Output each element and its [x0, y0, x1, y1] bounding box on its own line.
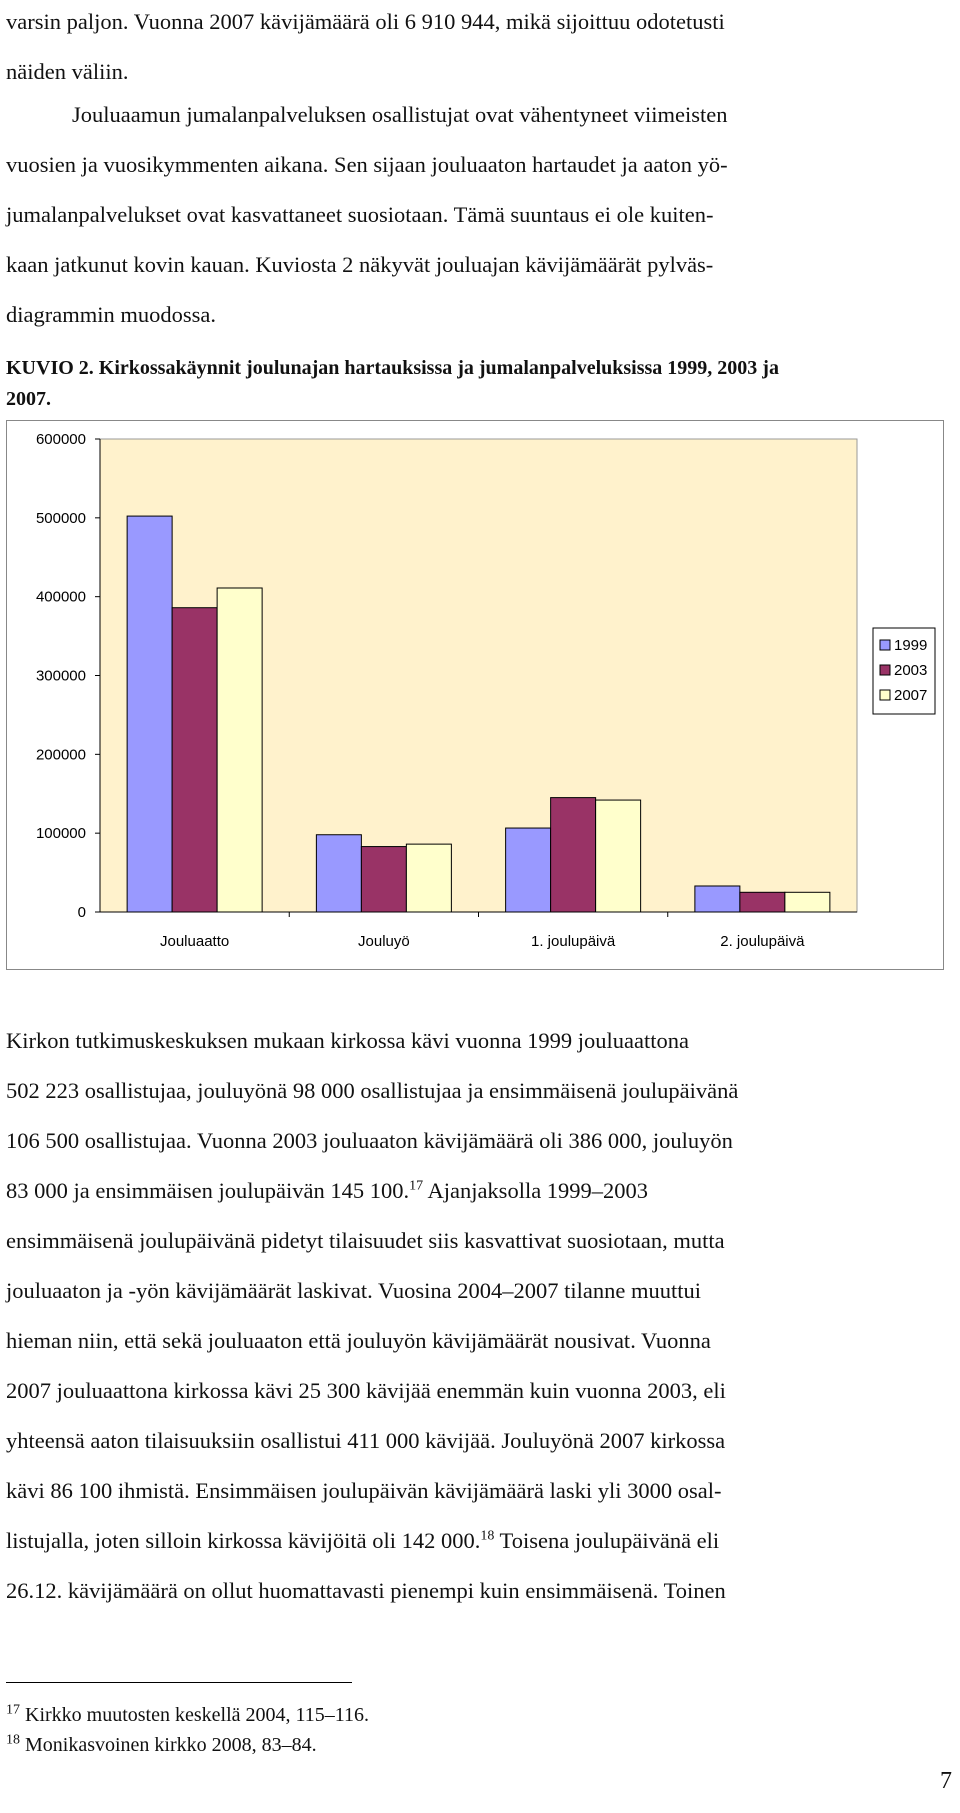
- footnote-number: 17: [6, 1702, 20, 1718]
- text-line: [6, 1566, 954, 1616]
- bar: [506, 828, 551, 912]
- text-line: [6, 1416, 954, 1466]
- x-tick-label: 1. joulupäivä: [531, 933, 616, 950]
- text-run: 83 000 ja ensimmäisen joulupäivän 145 100.: [6, 1178, 410, 1203]
- legend-swatch: [880, 665, 890, 675]
- bar: [127, 516, 172, 912]
- text-run: 2007 jouluaattona kirkossa kävi 25 300 kävijää enemmän kuin vuonna 2003, eli: [6, 1378, 726, 1403]
- text-run: 106 500 osallistujaa. Vuonna 2003 jouluaaton kävijämäärä oli 386 000, jouluyön: [6, 1128, 733, 1153]
- chart-canvas: [7, 421, 943, 969]
- bar: [695, 886, 740, 912]
- x-tick-label: Jouluaatto: [160, 933, 230, 950]
- bar: [785, 892, 830, 912]
- footnote-separator: [6, 1682, 352, 1683]
- caption-line: KUVIO 2. Kirkossakäynnit joulunajan hartauksissa ja jumalanpalveluksissa 1999, 2003 ja: [6, 357, 779, 379]
- footnotes: [6, 1700, 906, 1760]
- bar: [406, 844, 451, 912]
- text-line: [6, 1016, 954, 1066]
- text-run: jouluaaton ja -yön kävijämäärät laskivat. Vuosina 2004–2007 tilanne muuttui: [6, 1278, 701, 1303]
- text-run: 502 223 osallistujaa, jouluyönä 98 000 osallistujaa ja ensimmäisenä joulupäivänä: [6, 1078, 739, 1103]
- y-tick-label: 0: [77, 904, 86, 921]
- x-tick-label: 2. joulupäivä: [720, 933, 805, 950]
- y-tick-label: 500000: [35, 509, 86, 527]
- text-line: vuosien ja vuosikymmenten aikana. Sen sijaan jouluaaton hartaudet ja aaton yö-: [6, 152, 728, 177]
- y-tick-label: 600000: [35, 431, 86, 448]
- text-run: listujalla, joten silloin kirkossa kävijöitä oli 142 000.: [6, 1528, 481, 1553]
- page-number: 7: [940, 1768, 952, 1794]
- text-run: ensimmäisenä joulupäivänä pidetyt tilaisuudet siis kasvattivat suosiotaan, mutta: [6, 1228, 725, 1253]
- bar: [316, 835, 361, 912]
- text-line: diagrammin muodossa.: [6, 302, 216, 327]
- text-run: Toisena joulupäivänä eli: [494, 1528, 720, 1553]
- legend-label: 2007: [894, 687, 928, 704]
- text-line: [6, 1316, 954, 1366]
- text-run: 26.12. kävijämäärä on ollut huomattavasti pienempi kuin ensimmäisenä. Toinen: [6, 1578, 726, 1603]
- text-line: jumalanpalvelukset ovat kasvattaneet suosiotaan. Tämä suuntaus ei ole kuiten-: [6, 202, 714, 227]
- text-run: Kirkon tutkimuskeskuksen mukaan kirkossa kävi vuonna 1999 jouluaattona: [6, 1028, 690, 1053]
- text-line: [6, 1066, 954, 1116]
- text-line: kaan jatkunut kovin kauan. Kuviosta 2 näkyvät jouluajan kävijämäärät pylväs-: [6, 252, 714, 277]
- bar: [596, 800, 641, 912]
- legend-swatch: [880, 640, 890, 650]
- footnote-ref[interactable]: 18: [480, 1528, 495, 1544]
- x-tick-label: Jouluyö: [358, 933, 410, 950]
- text-line: [6, 1466, 954, 1516]
- footnote: [6, 1700, 906, 1730]
- text-line: [6, 1216, 954, 1266]
- footnote: [6, 1730, 906, 1760]
- text-line: varsin paljon. Vuonna 2007 kävijämäärä oli 6 910 944, mikä sijoittuu odotetusti: [6, 9, 725, 34]
- bar: [172, 608, 217, 912]
- y-tick-label: 400000: [35, 588, 86, 606]
- text-line: [6, 1366, 954, 1416]
- bar: [217, 588, 262, 912]
- text-run: Ajanjaksolla 1999–2003: [423, 1178, 649, 1203]
- text-line: Jouluaamun jumalanpalveluksen osallistujat ovat vähentyneet viimeisten: [72, 102, 728, 127]
- text-line: näiden väliin.: [6, 59, 129, 84]
- y-tick-label: 100000: [35, 825, 86, 843]
- y-tick-label: 200000: [35, 746, 86, 764]
- bar: [361, 847, 406, 912]
- bar-chart: [6, 420, 944, 970]
- legend-label: 1999: [894, 637, 928, 654]
- caption-line: 2007.: [6, 388, 51, 410]
- text-line: [6, 1266, 954, 1316]
- text-line: [6, 1116, 954, 1166]
- text-line: [6, 1516, 954, 1566]
- y-tick-label: 300000: [35, 667, 86, 685]
- bar: [551, 798, 596, 912]
- footnote-ref[interactable]: 17: [409, 1178, 424, 1194]
- bar: [740, 892, 785, 912]
- footnote-text: Monikasvoinen kirkko 2008, 83–84.: [20, 1734, 317, 1756]
- text-run: kävi 86 100 ihmistä. Ensimmäisen joulupäivän kävijämäärä laski yli 3000 osal-: [6, 1478, 722, 1503]
- text-line: [6, 1166, 954, 1216]
- intro-paragraph: [6, 0, 954, 97]
- footnote-text: Kirkko muutosten keskellä 2004, 115–116.: [20, 1704, 370, 1726]
- body-paragraph: [6, 1016, 954, 1616]
- footnote-number: 18: [6, 1732, 20, 1748]
- text-run: yhteensä aaton tilaisuuksiin osallistui 411 000 kävijää. Jouluyönä 2007 kirkossa: [6, 1428, 726, 1453]
- text-run: hieman niin, että sekä jouluaaton että jouluyön kävijämäärät nousivat. Vuonna: [6, 1328, 711, 1353]
- trend-paragraph: [6, 90, 954, 340]
- legend-label: 2003: [894, 662, 928, 679]
- legend-swatch: [880, 690, 890, 700]
- figure-caption: [6, 353, 954, 415]
